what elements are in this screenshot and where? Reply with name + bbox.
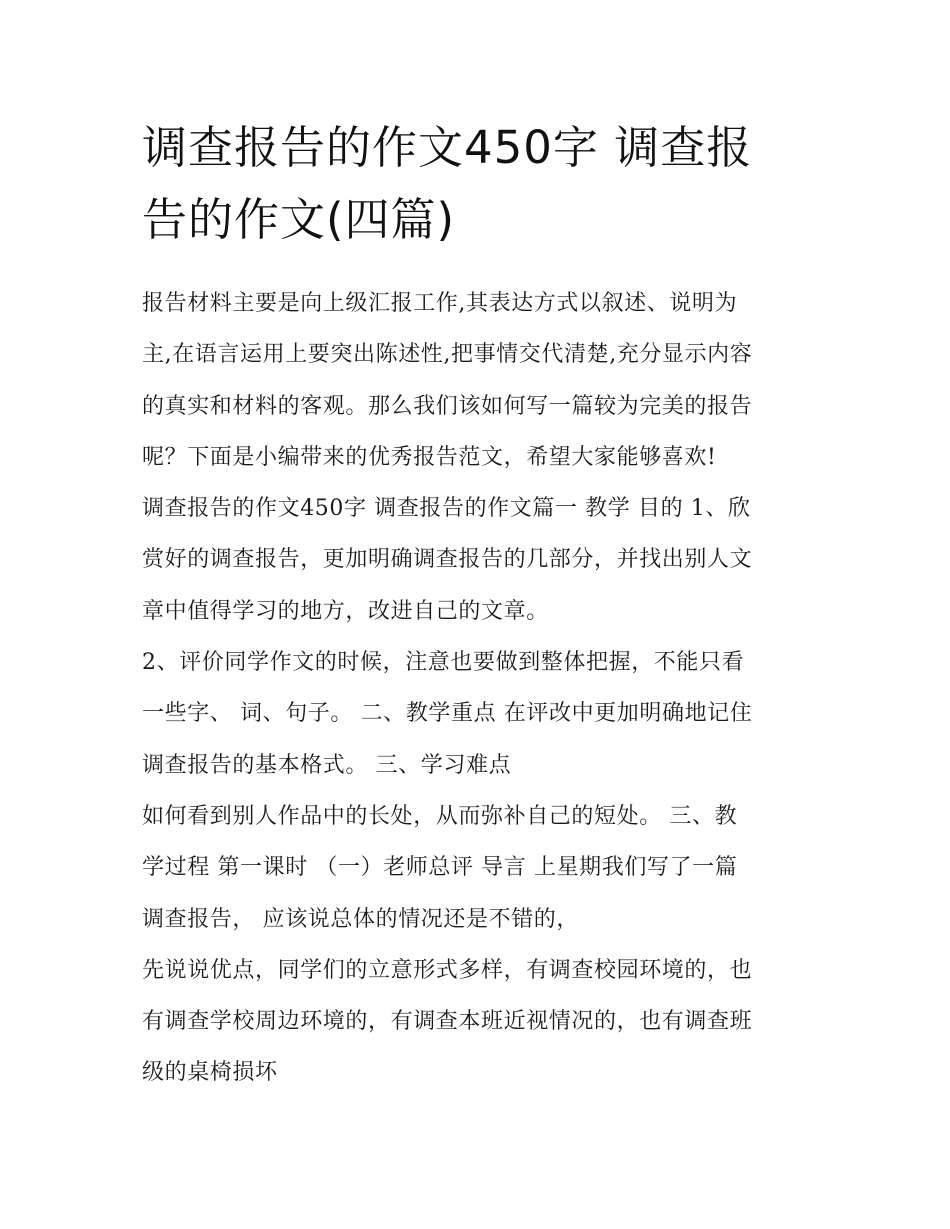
body-line: 一些字、 词、句子。 二、教学重点 在评改中更加明确地记住	[142, 701, 753, 727]
body-line: 调查报告的作文450字 调查报告的作文篇一 教学 目的 1、欣	[142, 496, 751, 522]
body-line: 调查报告的基本格式。 三、学习难点	[142, 752, 512, 778]
title-line: 告的作文(四篇)	[142, 193, 456, 246]
body-line: 2、评价同学作文的时候，注意也要做到整体把握，不能只看	[142, 650, 745, 676]
body-line: 报告材料主要是向上级汇报工作,其表达方式以叙述、说明为	[142, 291, 738, 316]
document-body	[142, 278, 822, 1099]
body-line: 呢？下面是小编带来的优秀报告范文，希望大家能够喜欢!	[142, 444, 717, 470]
body-line: 调查报告， 应该说总体的情况还是不错的，	[142, 906, 579, 932]
document-title	[142, 112, 822, 256]
body-line: 赏好的调查报告，更加明确调查报告的几部分，并找出别人文	[142, 547, 753, 573]
body-line: 的真实和材料的客观。那么我们该如何写一篇较为完美的报告	[142, 393, 753, 419]
body-line: 先说说优点，同学们的立意形式多样，有调查校园环境的，也	[142, 957, 753, 983]
title-line: 调查报告的作文450字 调查报	[142, 121, 753, 174]
body-line: 如何看到别人作品中的长处，从而弥补自己的短处。 三、教	[142, 803, 738, 829]
body-line: 章中值得学习的地方，改进自己的文章。	[142, 598, 549, 624]
body-line: 学过程 第一课时 （一）老师总评 导言 上星期我们写了一篇	[142, 855, 738, 881]
body-line: 有调查学校周边环境的，有调查本班近视情况的，也有调查班	[142, 1009, 753, 1035]
body-line: 级的桌椅损坏	[142, 1060, 278, 1086]
body-line: 主,在语言运用上要突出陈述性,把事情交代清楚,充分显示内容	[142, 342, 753, 368]
